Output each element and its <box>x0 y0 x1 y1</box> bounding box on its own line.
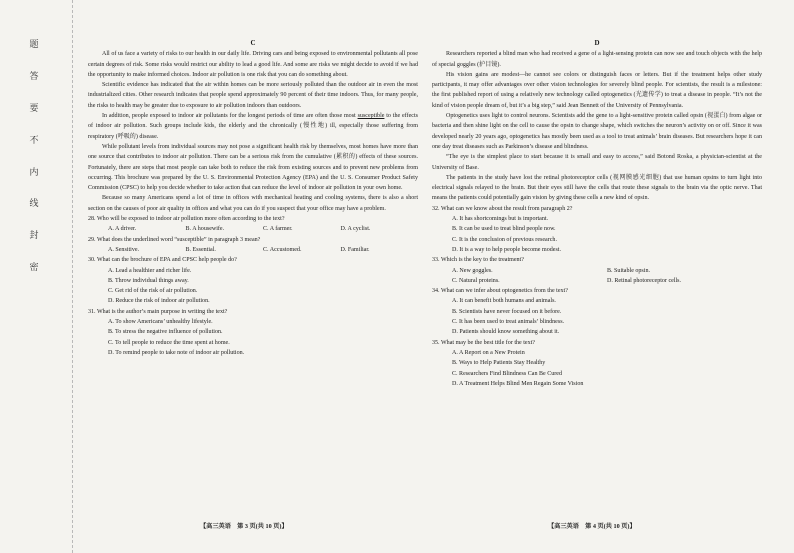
margin-label: 不 <box>29 134 39 145</box>
option: D. To remind people to take note of indoor air pollution. <box>108 349 245 356</box>
question-29-options <box>88 245 418 255</box>
passage-c-paragraph-4: While pollutant levels from individual sources may not pose a significant health risk by themselves, most homes have more than one source that contributes to indoor air pollution. There can be a serious risk from the cumulative (累积的) effects of these sources. Fortunately, there are steps that most people can take both to reduce the risk from existing sources and to prevent new problems from occurring. This brochure was prepared by the U. S. Environmental Protection Agency (EPA) and the U. S. Consumer Product Safety Commission (CPSC) to help you decide whether to take action that can reduce the level of indoor air pollution in your own home. <box>88 143 418 192</box>
option: B. Throw individual things away. <box>108 277 189 284</box>
question-29: 29. What does the underlined word “susceptible” in paragraph 3 mean? <box>88 236 261 243</box>
option: A. New goggles. <box>452 267 493 274</box>
option: D. Familiar. <box>340 246 370 253</box>
margin-label: 密 <box>29 262 39 273</box>
page-right <box>432 38 762 389</box>
section-title-c: C <box>250 39 256 47</box>
option: C. To tell people to reduce the time spent at home. <box>108 339 230 346</box>
margin-label: 线 <box>29 198 39 209</box>
option: C. Get rid of the risk of air pollution. <box>108 288 198 295</box>
binding-margin <box>0 0 73 553</box>
option: D. A Treatment Helps Blind Men Regain Some Vision <box>452 380 584 387</box>
question-34: 34. What can we infer about optogenetics from the text? <box>432 288 568 295</box>
option: B. To stress the negative influence of pollution. <box>108 329 223 336</box>
option: A. It can benefit both humans and animals. <box>452 298 556 305</box>
option: C. Researchers Find Blindness Can Be Cured <box>452 370 563 377</box>
option: A. A Report on a New Protein <box>452 349 525 356</box>
question-33-options <box>432 266 762 287</box>
option: B. Essential. <box>185 246 216 253</box>
passage-d-paragraph-4: “The eye is the simplest place to start because it is small and easy to access,” said Botond Roska, a physician-scientist at the University of Base. <box>432 154 762 171</box>
margin-label: 内 <box>29 166 39 177</box>
question-31: 31. What is the author’s main purpose in writing the text? <box>88 308 228 315</box>
margin-label: 题 <box>29 39 39 49</box>
option: A. It has shortcomings but is important. <box>452 216 549 223</box>
passage-c-paragraph-5: Because so many Americans spend a lot of time in offices with mechanical heating and cooling systems, there is also a short section on the causes of poor air quality in offices and what you can do if you suspect that your office may have a problem. <box>88 195 418 212</box>
underlined-word: susceptible <box>357 113 385 120</box>
question-33: 33. Which is the key to the treatment? <box>432 257 524 264</box>
page-footer-left: 【高三英语 第 3 页(共 10 页)】 <box>200 523 288 530</box>
option: B. A housewife. <box>185 226 225 233</box>
option: A. A driver. <box>108 226 137 233</box>
option: D. A cyclist. <box>340 226 371 233</box>
question-28-options <box>88 224 418 234</box>
question-35: 35. What may be the best title for the text? <box>432 339 535 346</box>
option: C. A farmer. <box>263 226 293 233</box>
question-30: 30. What can the brochure of EPA and CPSC help people do? <box>88 257 237 264</box>
option: C. It is the conclusion of previous research. <box>452 236 557 243</box>
option: B. Scientists have never focused on it before. <box>452 308 562 315</box>
option: C. Natural proteins. <box>452 277 500 284</box>
passage-d-paragraph-3: Optogenetics uses light to control neurons. Scientists add the gene to a light-sensitive protein called opsin (视蛋白) from algae or bacteria and then shine light on the cell to cause the opsin to change shape, which switches the neuron’s activity on or off. Since it was developed nearly 20 years ago, optogenetics has mostly been used as a tool to treat animals’ brain diseases. But researchers hope it can one day treat diseases such as Parkinson’s disease and blindness. <box>432 113 762 150</box>
option: D. Reduce the risk of indoor air pollution. <box>108 298 210 305</box>
option: D. It is a way to help people become modest. <box>452 246 561 253</box>
passage-d-paragraph-1: Researchers reported a blind man who had received a gene of a light-sensing protein can now see and touch objects with the help of special goggles (护目镜). <box>432 51 762 68</box>
option: A. Sensitive. <box>108 246 140 253</box>
binding-margin-labels <box>26 40 42 295</box>
passage-c-paragraph-3 <box>88 111 418 142</box>
option: D. Retinal photoreceptor cells. <box>607 277 682 284</box>
option: C. Accustomed. <box>263 246 302 253</box>
paragraph-3-text-end: to the effects of indoor air pollution. Such groups include kids, the elderly and the chronically (慢性地) ill, especially those suffering from respiratory (呼吸的) disease. <box>88 113 418 140</box>
paragraph-3-text-start: In addition, people exposed to indoor air pollutants for the longest periods of time are often those most <box>102 113 358 120</box>
passage-c-paragraph-1: All of us face a variety of risks to our health in our daily life. Driving cars and being exposed to environmental pollutants all pose certain degrees of risk. Some risks would restrict our ability to lead a good life. And some are risks we might decide to avoid if we had the opportunity to make informed choices. Indoor air pollution is one risk that you can do something about. <box>88 51 418 78</box>
margin-label: 封 <box>29 230 39 241</box>
margin-label: 答 <box>29 70 39 81</box>
option: B. Suitable opsin. <box>607 267 651 274</box>
passage-c-paragraph-2: Scientific evidence has indicated that the air within homes can be more seriously polluted than the outdoor air in even the most industrialized cities. Other research indicates that people spend approximately 90 percent of their time indoors. Thus, for many people, the risks to health may be greater due to exposure to air pollution indoors than outdoors. <box>88 82 418 109</box>
option: A. To show Americans’ unhealthy lifestyle. <box>108 319 213 326</box>
option: B. Ways to Help Patients Stay Healthy <box>452 360 546 367</box>
question-32: 32. What can we know about the result from paragraph 2? <box>432 205 573 212</box>
option: D. Patients should know something about it. <box>452 329 560 336</box>
option: A. Lead a healthier and richer life. <box>108 267 192 274</box>
passage-d-paragraph-5: The patients in the study have lost the retinal photoreceptor cells (视网膜感光细胞) that use human opsins to turn light into electrical signals relayed to the brain. But their eyes still have the cells that route these signals to the brain via the optic nerve. That means the patients could potentially gain vision by giving these cells a new kind of opsin. <box>432 174 762 202</box>
option: B. It can be used to treat blind people now. <box>452 226 556 233</box>
question-28: 28. Who will be exposed to indoor air pollution more often according to the text? <box>88 216 285 223</box>
passage-d-paragraph-2: His vision gains are modest—he cannot see colors or distinguish faces or letters. But if the treatment helps other study participants, it may offer advantages over other vision technologies for severely blind people. For scientists, the result is a milestone: the first published report of using a relatively new technology called optogenetics (光遗传学) to treat a disease in people. “It’s not the kind of vision people dream of, but it’s a big step,” said Jean Bennett of the University of Pennsylvania. <box>432 71 762 109</box>
section-title-d: D <box>594 39 600 47</box>
option: C. It has been used to treat animals’ blindness. <box>452 319 565 326</box>
margin-label: 要 <box>29 102 39 113</box>
page-footer-right: 【高三英语 第 4 页(共 10 页)】 <box>548 523 636 530</box>
page-left <box>88 38 418 358</box>
